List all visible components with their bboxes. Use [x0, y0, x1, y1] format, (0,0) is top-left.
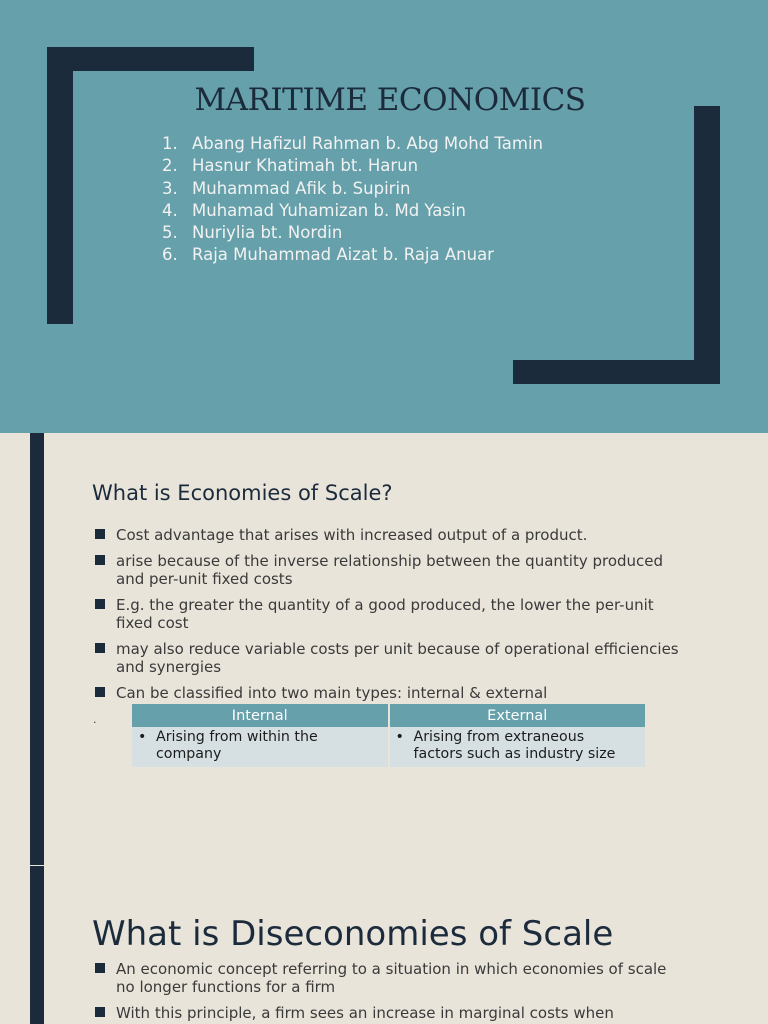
- square-bullet-icon: [95, 1007, 105, 1017]
- economies-of-scale-slide: [0, 433, 768, 865]
- member-item: 3. Muhammad Afik b. Supirin: [162, 178, 411, 198]
- frame-bottom-right-horizontal: [513, 360, 720, 384]
- frame-bottom-right-vertical: [694, 106, 720, 384]
- bullet-item: arise because of the inverse relationship between the quantity produced and per-unit fixed costs: [95, 552, 685, 588]
- bullet-dot-icon: •: [395, 729, 404, 745]
- bullet-item: Can be classified into two main types: internal & external: [95, 684, 685, 702]
- table-header-internal: Internal: [132, 704, 389, 727]
- square-bullet-icon: [95, 687, 105, 697]
- scale-types-table: [132, 704, 645, 767]
- presentation-title: MARITIME ECONOMICS: [194, 82, 586, 118]
- bullet-list: [95, 960, 685, 1022]
- table-header-external: External: [389, 704, 646, 727]
- bullet-item: Cost advantage that arises with increased output of a product.: [95, 526, 685, 544]
- bullet-dot-icon: •: [138, 729, 147, 745]
- slide-heading: What is Diseconomies of Scale: [92, 914, 614, 954]
- member-list: [162, 133, 543, 267]
- member-item: 2. Hasnur Khatimah bt. Harun: [162, 156, 419, 176]
- bullet-item: may also reduce variable costs per unit because of operational efficiencies and synergies: [95, 640, 685, 676]
- bullet-list: [95, 526, 685, 702]
- table-cell-internal: • Arising from within the company: [132, 727, 389, 767]
- frame-top-left-horizontal: [47, 47, 254, 71]
- left-accent-bar: [30, 433, 44, 865]
- slide-heading: What is Economies of Scale?: [92, 481, 393, 505]
- square-bullet-icon: [95, 555, 105, 565]
- member-item: 1. Abang Hafizul Rahman b. Abg Mohd Tamin: [162, 134, 543, 153]
- member-item: 4. Muhamad Yuhamizan b. Md Yasin: [162, 200, 466, 220]
- member-item: 5. Nuriylia bt. Nordin: [162, 223, 343, 243]
- square-bullet-icon: [95, 643, 105, 653]
- square-bullet-icon: [95, 529, 105, 539]
- table-cell-external: • Arising from extraneous factors such as industry size: [389, 727, 646, 767]
- left-accent-bar: [30, 866, 44, 1024]
- bullet-item: An economic concept referring to a situation in which economies of scale no longer functions for a firm: [95, 960, 685, 996]
- bullet-item: E.g. the greater the quantity of a good produced, the lower the per-unit fixed cost: [95, 596, 685, 632]
- stray-mark: .: [93, 713, 97, 726]
- diseconomies-of-scale-slide: [0, 866, 768, 1024]
- bullet-item: With this principle, a firm sees an increase in marginal costs when: [95, 1004, 685, 1022]
- square-bullet-icon: [95, 599, 105, 609]
- table-row: [132, 727, 645, 767]
- square-bullet-icon: [95, 963, 105, 973]
- member-item: 6. Raja Muhammad Aizat b. Raja Anuar: [162, 245, 494, 265]
- title-slide: [0, 0, 768, 433]
